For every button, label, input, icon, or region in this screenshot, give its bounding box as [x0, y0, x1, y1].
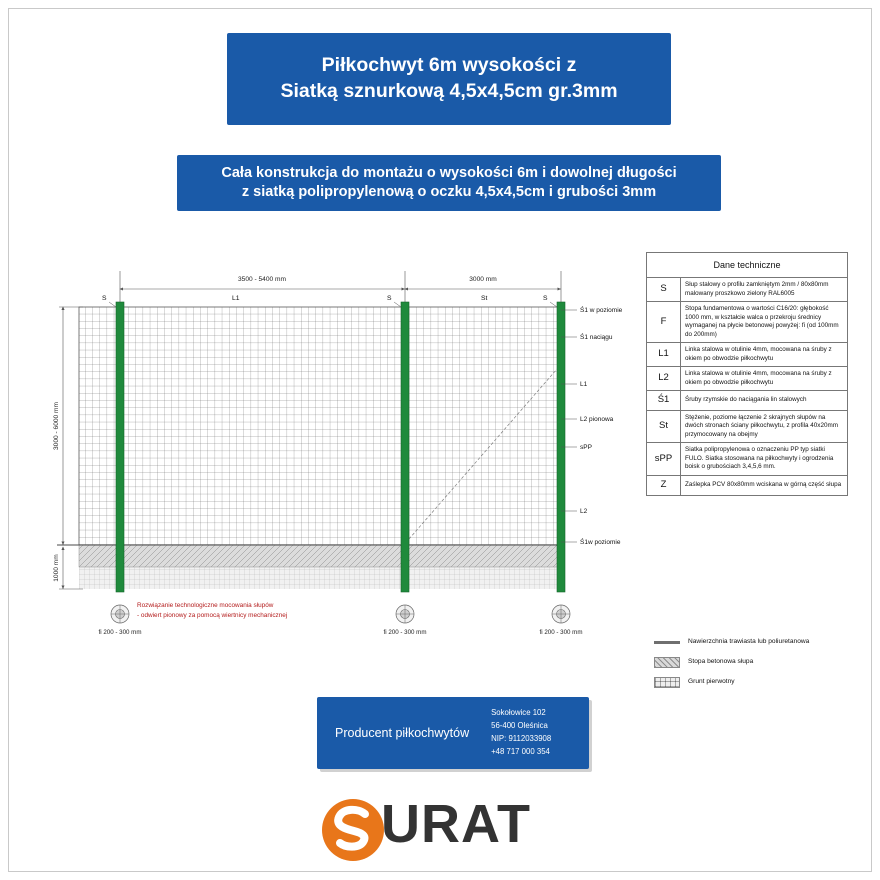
- drill-note-line-2: - odwiert pionowy za pomocą wiertnicy mechanicznej: [137, 612, 288, 619]
- legend-item: [654, 677, 854, 688]
- table-row: [647, 475, 848, 495]
- subtitle-line-2: z siatką polipropylenową o oczku 4,5x4,5cm i grubości 3mm: [241, 184, 657, 200]
- soil-hatch-icon: [654, 677, 680, 688]
- subtitle-banner: [177, 155, 721, 211]
- table-row: [647, 302, 848, 343]
- description-cell: Siatka polipropylenowa o oznaczeniu PP typ siatki FULO. Siatka stosowana na piłkochwyty i ogrodzenia boisk o grubościach 3,4,5,6 mm.: [681, 443, 848, 476]
- label-l1-right: L1: [580, 381, 588, 388]
- company-logo: [315, 791, 595, 869]
- legend-item: [654, 657, 854, 668]
- symbol-cell: sPP: [647, 443, 681, 476]
- label-s1-poziomie: Ś1 w poziomie: [580, 307, 623, 314]
- technical-data-table: [646, 252, 848, 496]
- footing-label-right: fi 200 - 300 mm: [539, 629, 583, 636]
- footing-right: [552, 605, 570, 623]
- producer-phone: +48 717 000 354: [491, 746, 550, 756]
- subtitle-line-1: Cała konstrukcja do montażu o wysokości 6m i dowolnej długości: [221, 164, 677, 181]
- description-cell: Linka stalowa w otulinie 4mm, mocowana na śruby z okiem po obwodzie piłkochwytu: [681, 343, 848, 367]
- footing-left: [111, 605, 129, 623]
- label-s-right: S: [543, 295, 548, 302]
- dim-height-label: 3000 - 6000 mm: [53, 401, 60, 451]
- logo-text: URAT: [381, 794, 531, 854]
- table-title: Dane techniczne: [647, 253, 848, 278]
- symbol-cell: S: [647, 278, 681, 302]
- label-s1-naciagu: Ś1 naciągu: [580, 334, 613, 341]
- description-cell: Zaślepka PCV 80x80mm wciskana w górną część słupa: [681, 475, 848, 495]
- footing-label-middle: fi 200 - 300 mm: [383, 629, 427, 636]
- producer-address-2: 56-400 Oleśnica: [491, 721, 548, 731]
- legend-label: Stopa betonowa słupa: [688, 658, 754, 666]
- label-l2-right: L2: [580, 508, 588, 515]
- net-panel: [79, 307, 561, 545]
- table-row: [647, 278, 848, 302]
- description-cell: Stężenie, poziome łączenie 2 skrajnych słupów na dwóch stronach ściany piłkochwytu, z profila 40x20mm przymocowany na obejmy: [681, 410, 848, 443]
- producer-address-1: Sokołowice 102: [491, 708, 546, 718]
- label-s1w-poziomie: Ś1w poziomie: [580, 539, 621, 546]
- description-cell: Śruby rzymskie do naciągania lin stalowych: [681, 391, 848, 411]
- symbol-cell: L1: [647, 343, 681, 367]
- symbol-cell: L2: [647, 367, 681, 391]
- label-l1-top: L1: [232, 295, 240, 302]
- grass-line-icon: [654, 641, 680, 644]
- post-left: [116, 302, 124, 592]
- producer-banner: [317, 697, 589, 769]
- dim-top-left-label: 3500 - 5400 mm: [237, 276, 287, 283]
- table-header-row: [647, 253, 848, 278]
- producer-nip: NIP: 9112033908: [491, 734, 552, 743]
- table-row: [647, 343, 848, 367]
- footing-middle: [396, 605, 414, 623]
- symbol-cell: St: [647, 410, 681, 443]
- producer-contact: [469, 707, 551, 758]
- legend: [654, 637, 854, 697]
- symbol-cell: F: [647, 302, 681, 343]
- table-row: [647, 443, 848, 476]
- table-row: [647, 367, 848, 391]
- label-st-top: St: [481, 295, 488, 302]
- symbol-cell: Z: [647, 475, 681, 495]
- concrete-hatch-icon: [654, 657, 680, 668]
- table-row: [647, 391, 848, 411]
- legend-item: [654, 637, 854, 648]
- drill-note-line-1: Rozwiązanie technologiczne mocowania słupów: [137, 602, 274, 609]
- description-cell: Słup stalowy o profilu zamkniętym 2mm / 80x80mm malowany proszkowo zielony RAL6005: [681, 278, 848, 302]
- title-line-1: Piłkochwyt 6m wysokości z: [321, 54, 577, 77]
- dim-base-label: 1000 mm: [53, 554, 60, 582]
- symbol-cell: Ś1: [647, 391, 681, 411]
- description-cell: Linka stalowa w otulinie 4mm, mocowana na śruby z okiem po obwodzie piłkochwytu: [681, 367, 848, 391]
- title-banner: [227, 33, 671, 125]
- post-middle: [401, 302, 409, 592]
- description-cell: Stopa fundamentowa o wartości C16/20: głębokość 1000 mm, w kształcie walca o przekroju średnicy wymaganej na płycie betonowej powyżej: fi (od 100mm do 200mm): [681, 302, 848, 343]
- legend-label: Nawierzchnia trawiasta lub poliuretanowa: [688, 638, 810, 646]
- concrete-band: [79, 545, 561, 567]
- label-s-left: S: [102, 295, 107, 302]
- title-line-2: Siatką sznurkową 4,5x4,5cm gr.3mm: [280, 80, 618, 102]
- legend-label: Grunt pierwotny: [688, 678, 735, 686]
- label-l2-pionowa: L2 pionowa: [580, 416, 614, 423]
- footing-label-left: fi 200 - 300 mm: [98, 629, 142, 636]
- top-leader-lines: [109, 302, 557, 307]
- page-frame: [8, 8, 872, 872]
- table-row: [647, 410, 848, 443]
- logo-mark-icon: [315, 795, 391, 865]
- producer-label: Producent piłkochwytów: [335, 726, 470, 740]
- dim-top-right-label: 3000 mm: [469, 276, 497, 283]
- label-spp: sPP: [580, 444, 592, 451]
- label-s-mid: S: [387, 295, 392, 302]
- technical-drawing: [49, 249, 649, 639]
